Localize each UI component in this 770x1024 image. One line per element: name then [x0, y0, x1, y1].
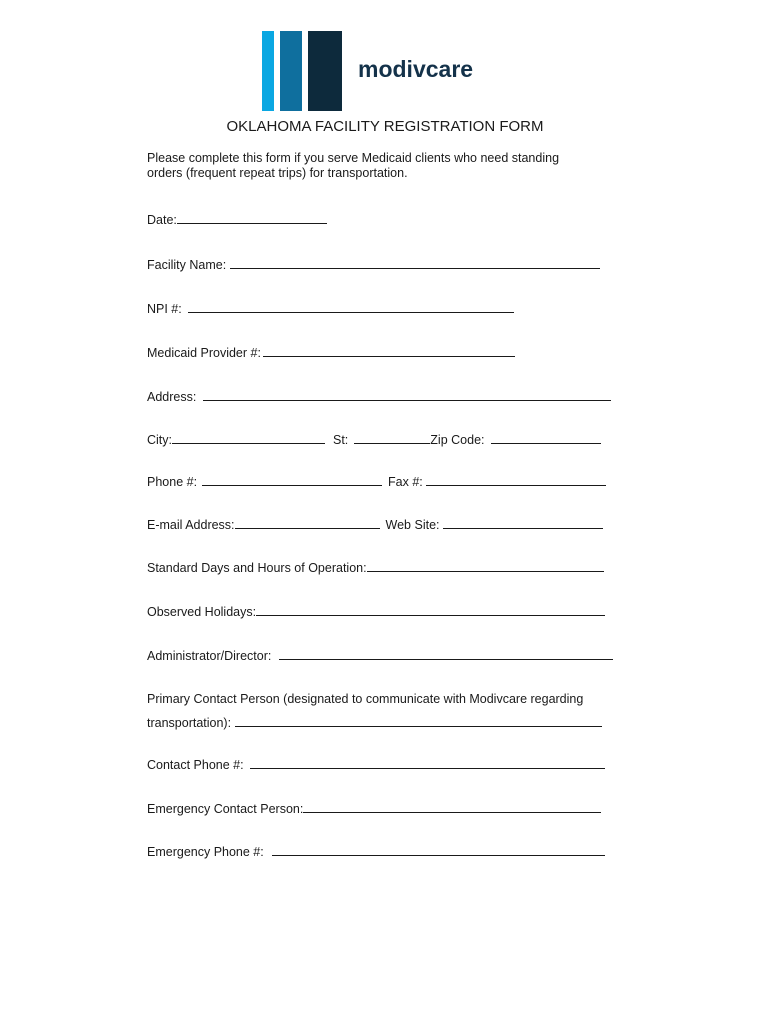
contact-phone-field[interactable]: [250, 756, 605, 769]
address-label: Address:: [147, 390, 197, 404]
address-field[interactable]: [203, 388, 611, 401]
emergency-phone-row: [147, 843, 605, 860]
medicaid-provider-field[interactable]: [263, 344, 515, 357]
holidays-field[interactable]: [256, 603, 605, 616]
facility-name-row: [147, 256, 600, 273]
website-label: Web Site:: [385, 518, 440, 532]
hours-row: [147, 559, 604, 576]
address-row: [147, 388, 611, 405]
emergency-phone-label: Emergency Phone #:: [147, 845, 264, 859]
administrator-label: Administrator/Director:: [147, 649, 272, 663]
zip-field[interactable]: [491, 431, 601, 444]
date-label: Date:: [147, 213, 177, 227]
logo-bar-light: [262, 31, 274, 111]
state-field[interactable]: [354, 431, 430, 444]
primary-contact-row-2: [147, 714, 602, 731]
date-row: [147, 211, 327, 228]
primary-contact-label-continued: transportation):: [147, 716, 232, 730]
fax-field[interactable]: [426, 473, 606, 486]
instructions-line-1: Please complete this form if you serve Medicaid clients who need standing: [147, 151, 560, 165]
hours-label: Standard Days and Hours of Operation:: [147, 561, 367, 575]
form-instructions: [147, 151, 607, 181]
emergency-contact-label: Emergency Contact Person:: [147, 802, 304, 816]
npi-row: [147, 300, 514, 317]
primary-contact-row-1: [147, 692, 583, 707]
city-state-zip-row: [147, 431, 601, 448]
medicaid-provider-label: Medicaid Provider #:: [147, 346, 261, 360]
npi-field[interactable]: [188, 300, 514, 313]
holidays-row: [147, 603, 605, 620]
email-website-row: [147, 516, 603, 533]
logo-bar-medium: [280, 31, 302, 111]
state-label: St:: [333, 433, 349, 447]
phone-label: Phone #:: [147, 475, 198, 489]
contact-phone-row: [147, 756, 605, 773]
medicaid-provider-row: [147, 344, 515, 361]
phone-field[interactable]: [202, 473, 382, 486]
modivcare-logo: [262, 31, 482, 111]
facility-name-label: Facility Name:: [147, 258, 227, 272]
instructions-line-2: orders (frequent repeat trips) for transportation.: [147, 166, 408, 180]
email-label: E-mail Address:: [147, 518, 235, 532]
fax-label: Fax #:: [388, 475, 423, 489]
logo-wordmark: modivcare: [358, 56, 474, 82]
administrator-row: [147, 647, 613, 664]
website-field[interactable]: [443, 516, 603, 529]
emergency-phone-field[interactable]: [272, 843, 605, 856]
email-field[interactable]: [235, 516, 380, 529]
facility-name-field[interactable]: [230, 256, 600, 269]
contact-phone-label: Contact Phone #:: [147, 758, 244, 772]
npi-label: NPI #:: [147, 302, 182, 316]
primary-contact-label: Primary Contact Person (designated to communicate with Modivcare regarding: [147, 692, 584, 706]
emergency-contact-row: [147, 800, 601, 817]
holidays-label: Observed Holidays:: [147, 605, 257, 619]
administrator-field[interactable]: [279, 647, 613, 660]
zip-label: Zip Code:: [430, 433, 485, 447]
phone-fax-row: [147, 473, 606, 490]
city-label: City:: [147, 433, 172, 447]
city-field[interactable]: [172, 431, 325, 444]
primary-contact-field[interactable]: [235, 714, 602, 727]
emergency-contact-field[interactable]: [303, 800, 601, 813]
logo-bar-dark: [308, 31, 342, 111]
hours-field[interactable]: [367, 559, 604, 572]
date-field[interactable]: [177, 211, 327, 224]
form-title: OKLAHOMA FACILITY REGISTRATION FORM: [226, 118, 544, 135]
